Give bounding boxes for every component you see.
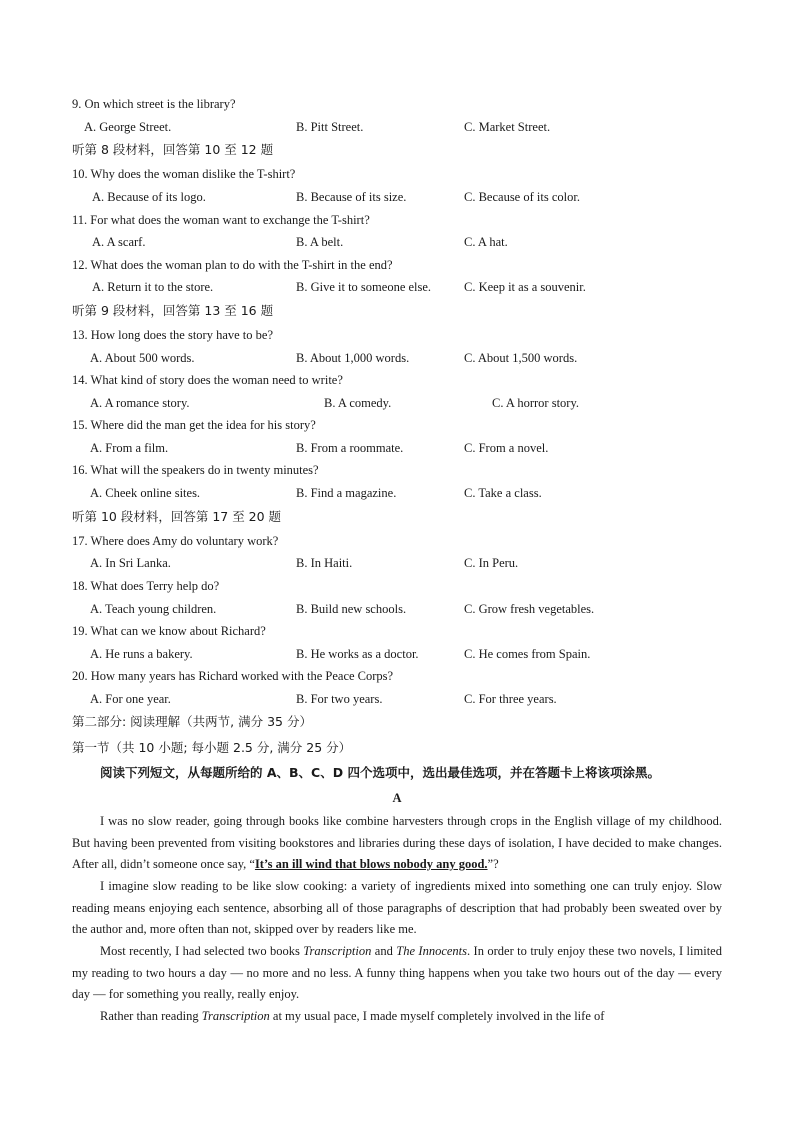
option-19b: B. He works as a doctor. — [296, 647, 419, 661]
option-9b: B. Pitt Street. — [296, 120, 364, 134]
option-17c: C. In Peru. — [464, 556, 519, 570]
option-16c: C. Take a class. — [464, 486, 542, 500]
passage-paragraph-1: I was no slow reader, going through books like combine harvesters through crops in the English village of my childhood. But having been prevented from visiting bookstores and libraries during these days of isolation, I have decided to make changes. After all, didn’t someone once say, “It’s an ill wind that blows nobody any good.”? — [72, 814, 722, 871]
option-11c: C. A hat. — [464, 235, 508, 249]
option-11a: A. A scarf. — [92, 235, 146, 249]
part2-subtitle: 第一节（共 10 小题; 每小题 2.5 分, 满分 25 分） — [72, 740, 352, 755]
option-9a: A. George Street. — [84, 120, 172, 134]
option-11b: B. A belt. — [296, 235, 344, 249]
section-heading-8: 听第 8 段材料，回答第 10 至 12 题 — [72, 142, 274, 157]
option-18c: C. Grow fresh vegetables. — [464, 602, 595, 616]
question-13: 13. How long does the story have to be? — [72, 328, 274, 342]
option-9c: C. Market Street. — [464, 120, 551, 134]
option-12b: B. Give it to someone else. — [296, 280, 432, 294]
option-13a: A. About 500 words. — [90, 351, 195, 365]
option-15c: C. From a novel. — [464, 441, 549, 455]
question-19: 19. What can we know about Richard? — [72, 624, 266, 638]
question-14: 14. What kind of story does the woman need to write? — [72, 373, 343, 387]
book-title: Transcription — [303, 944, 372, 958]
question-12: 12. What does the woman plan to do with the T-shirt in the end? — [72, 258, 393, 272]
option-20a: A. For one year. — [90, 692, 171, 706]
option-15a: A. From a film. — [90, 441, 169, 455]
option-17b: B. In Haiti. — [296, 556, 353, 570]
option-10b: B. Because of its size. — [296, 190, 407, 204]
option-14c: C. A horror story. — [492, 396, 580, 410]
option-19a: A. He runs a bakery. — [90, 647, 193, 661]
book-title: The Innocents — [396, 944, 468, 958]
option-19c: C. He comes from Spain. — [464, 647, 591, 661]
option-20c: C. For three years. — [464, 692, 557, 706]
option-10c: C. Because of its color. — [464, 190, 580, 204]
question-20: 20. How many years has Richard worked with the Peace Corps? — [72, 669, 394, 683]
option-13b: B. About 1,000 words. — [296, 351, 410, 365]
section-heading-9: 听第 9 段材料，回答第 13 至 16 题 — [72, 303, 274, 318]
option-15b: B. From a roommate. — [296, 441, 404, 455]
option-14a: A. A romance story. — [90, 396, 190, 410]
option-16a: A. Cheek online sites. — [90, 486, 201, 500]
part2-title: 第二部分: 阅读理解（共两节, 满分 35 分） — [72, 714, 312, 729]
option-18b: B. Build new schools. — [296, 602, 407, 616]
option-13c: C. About 1,500 words. — [464, 351, 578, 365]
question-18: 18. What does Terry help do? — [72, 579, 220, 593]
question-9: 9. On which street is the library? — [72, 97, 236, 111]
question-15: 15. Where did the man get the idea for his story? — [72, 418, 316, 432]
question-10: 10. Why does the woman dislike the T-shirt? — [72, 167, 296, 181]
book-title: Transcription — [201, 1009, 270, 1023]
option-17a: A. In Sri Lanka. — [90, 556, 171, 570]
question-17: 17. Where does Amy do voluntary work? — [72, 534, 279, 548]
passage-label: A — [392, 791, 402, 805]
option-12a: A. Return it to the store. — [92, 280, 214, 294]
passage-paragraph-3: Most recently, I had selected two books Transcription and The Innocents. In order to truly enjoy these two novels, I limited my reading to two hours a day — no more and no less. A funny thing happens when you take two hours out of the day — every day — for something you really, really enjoy. — [72, 944, 722, 1001]
passage-paragraph-4: Rather than reading Transcription at my usual pace, I made myself completely involved in the life of — [100, 1009, 605, 1023]
option-14b: B. A comedy. — [324, 396, 392, 410]
question-11: 11. For what does the woman want to exchange the T-shirt? — [72, 213, 370, 227]
part2-instruction: 阅读下列短文，从每题所给的 A、B、C、D 四个选项中，选出最佳选项，并在答题卡上将该项涂黑。 — [100, 765, 660, 780]
option-10a: A. Because of its logo. — [92, 190, 206, 204]
option-18a: A. Teach young children. — [90, 602, 217, 616]
option-12c: C. Keep it as a souvenir. — [464, 280, 586, 294]
passage-paragraph-2: I imagine slow reading to be like slow cooking: a variety of ingredients mixed into something one can truly enjoy. Slow reading means enjoying each sentence, absorbing all of those paragraphs of description that had probably been sweated over by the author and, more often than not, skipped over by readers like me. — [72, 879, 722, 936]
option-20b: B. For two years. — [296, 692, 383, 706]
option-16b: B. Find a magazine. — [296, 486, 397, 500]
underlined-quote: It’s an ill wind that blows nobody any good. — [254, 857, 488, 871]
question-16: 16. What will the speakers do in twenty minutes? — [72, 463, 319, 477]
section-heading-10: 听第 10 段材料，回答第 17 至 20 题 — [72, 509, 282, 524]
